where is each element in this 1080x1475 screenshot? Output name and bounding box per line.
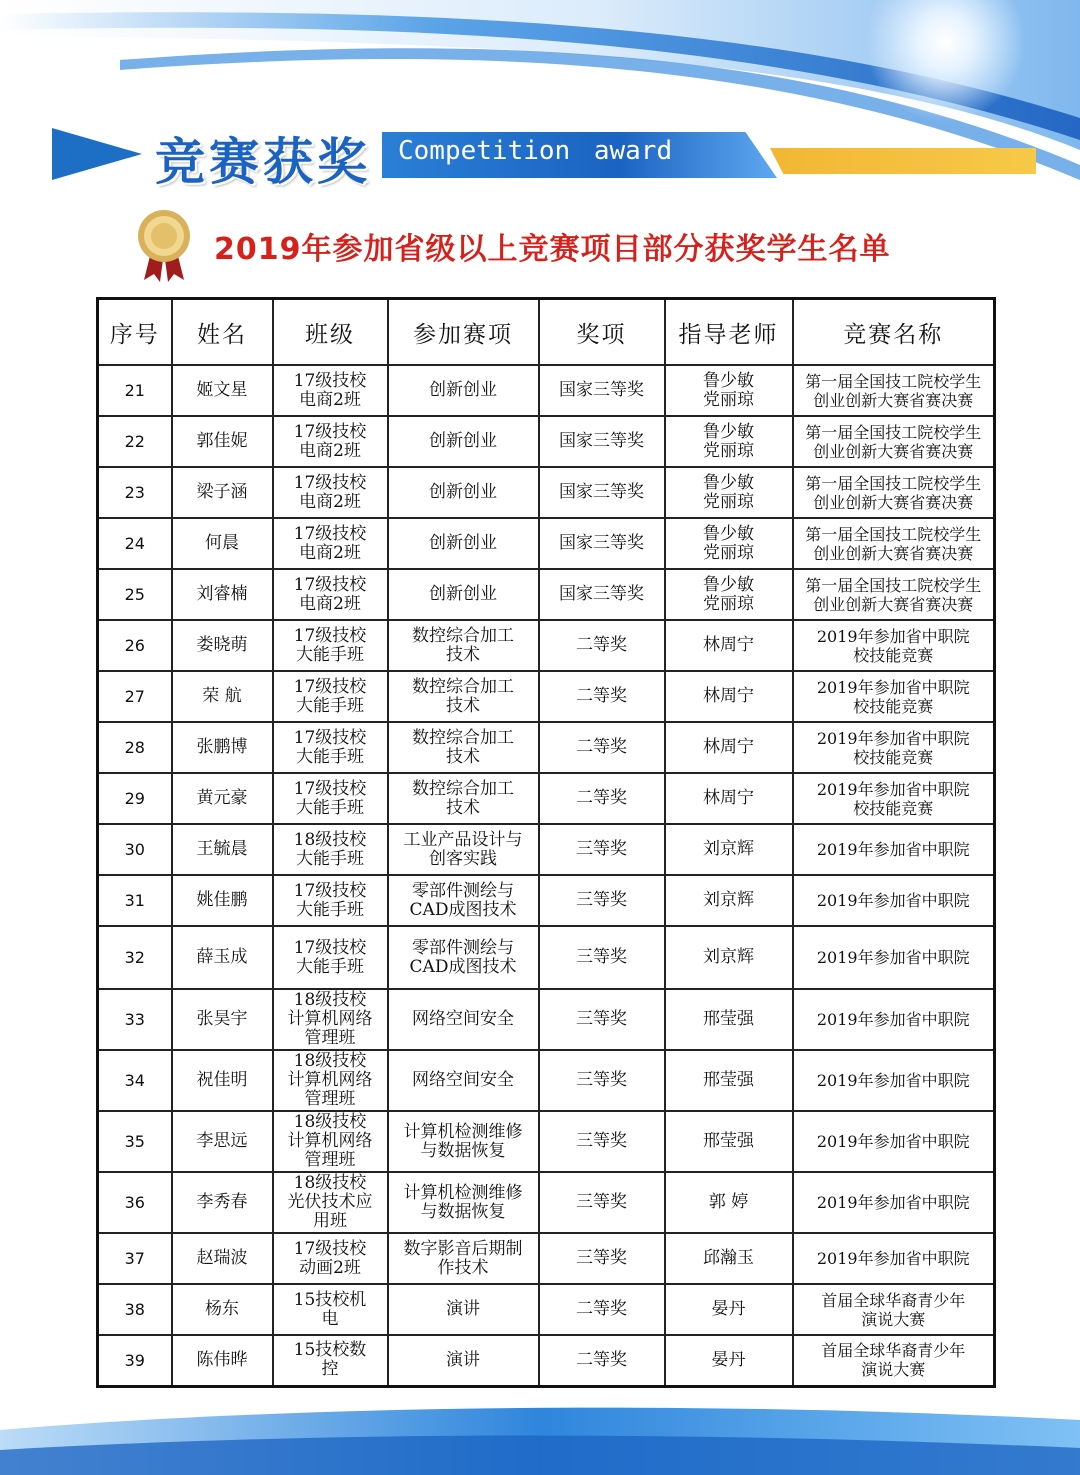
cell-name: 杨东 <box>172 1284 273 1335</box>
cell-index: 28 <box>98 722 172 773</box>
cell-teacher: 林周宁 <box>665 620 793 671</box>
cell-award: 二等奖 <box>539 620 665 671</box>
cell-teacher: 林周宁 <box>665 722 793 773</box>
cell-competition: 2019年参加省中职院 <box>793 926 995 989</box>
header-name: 姓名 <box>172 299 273 366</box>
cell-competition: 2019年参加省中职院 <box>793 1233 995 1284</box>
table-row <box>98 926 995 989</box>
table-row <box>98 824 995 875</box>
section-banner <box>0 118 1080 208</box>
table-row <box>98 875 995 926</box>
cell-class: 18级技校 计算机网络 管理班 <box>273 1111 388 1172</box>
cell-event: 创新创业 <box>388 569 539 620</box>
cell-competition: 2019年参加省中职院 校技能竞赛 <box>793 671 995 722</box>
cell-competition: 2019年参加省中职院 <box>793 1050 995 1111</box>
cell-competition: 2019年参加省中职院 <box>793 824 995 875</box>
cell-teacher: 晏丹 <box>665 1335 793 1386</box>
cell-event: 工业产品设计与 创客实践 <box>388 824 539 875</box>
cell-event: 数控综合加工 技术 <box>388 671 539 722</box>
banner-gold-stripe <box>770 148 1036 174</box>
cell-name: 李思远 <box>172 1111 273 1172</box>
cell-teacher: 邢莹强 <box>665 1050 793 1111</box>
header-index: 序号 <box>98 299 172 366</box>
cell-award: 国家三等奖 <box>539 365 665 416</box>
cell-name: 何晨 <box>172 518 273 569</box>
cell-event: 数控综合加工 技术 <box>388 620 539 671</box>
cell-index: 38 <box>98 1284 172 1335</box>
header-competition: 竞赛名称 <box>793 299 995 366</box>
cell-teacher: 鲁少敏 党丽琼 <box>665 569 793 620</box>
cell-class: 17级技校 大能手班 <box>273 722 388 773</box>
table-row <box>98 620 995 671</box>
document-title: 2019年参加省级以上竞赛项目部分获奖学生名单 <box>214 232 891 267</box>
cell-name: 陈伟晔 <box>172 1335 273 1386</box>
cell-award: 三等奖 <box>539 1050 665 1111</box>
banner-title-en: Competition award <box>398 136 673 166</box>
cell-teacher: 林周宁 <box>665 671 793 722</box>
cell-award: 二等奖 <box>539 671 665 722</box>
cell-teacher: 邢莹强 <box>665 1111 793 1172</box>
cell-event: 创新创业 <box>388 416 539 467</box>
table-row <box>98 1050 995 1111</box>
cell-index: 22 <box>98 416 172 467</box>
cell-teacher: 邱瀚玉 <box>665 1233 793 1284</box>
cell-name: 祝佳明 <box>172 1050 273 1111</box>
cell-award: 二等奖 <box>539 773 665 824</box>
cell-teacher: 刘京辉 <box>665 926 793 989</box>
cell-index: 25 <box>98 569 172 620</box>
cell-class: 17级技校 电商2班 <box>273 365 388 416</box>
cell-name: 薛玉成 <box>172 926 273 989</box>
cell-index: 37 <box>98 1233 172 1284</box>
cell-name: 刘睿楠 <box>172 569 273 620</box>
banner-title-cn: 竞赛获奖 <box>155 133 371 191</box>
cell-competition: 2019年参加省中职院 <box>793 989 995 1050</box>
cell-name: 荣 航 <box>172 671 273 722</box>
cell-teacher: 郭 婷 <box>665 1172 793 1233</box>
cell-name: 张鹏博 <box>172 722 273 773</box>
header-award: 奖项 <box>539 299 665 366</box>
cell-competition: 第一届全国技工院校学生 创业创新大赛省赛决赛 <box>793 467 995 518</box>
cell-award: 三等奖 <box>539 1233 665 1284</box>
cell-class: 18级技校 大能手班 <box>273 824 388 875</box>
cell-award: 国家三等奖 <box>539 569 665 620</box>
cell-teacher: 鲁少敏 党丽琼 <box>665 518 793 569</box>
cell-award: 二等奖 <box>539 1335 665 1386</box>
cell-event: 创新创业 <box>388 518 539 569</box>
cell-name: 李秀春 <box>172 1172 273 1233</box>
cell-index: 35 <box>98 1111 172 1172</box>
cell-index: 23 <box>98 467 172 518</box>
cell-class: 17级技校 动画2班 <box>273 1233 388 1284</box>
cell-index: 34 <box>98 1050 172 1111</box>
cell-competition: 第一届全国技工院校学生 创业创新大赛省赛决赛 <box>793 416 995 467</box>
cell-class: 17级技校 电商2班 <box>273 569 388 620</box>
cell-index: 21 <box>98 365 172 416</box>
cell-name: 梁子涵 <box>172 467 273 518</box>
cell-event: 计算机检测维修 与数据恢复 <box>388 1111 539 1172</box>
cell-competition: 第一届全国技工院校学生 创业创新大赛省赛决赛 <box>793 518 995 569</box>
cell-name: 郭佳妮 <box>172 416 273 467</box>
header-teacher: 指导老师 <box>665 299 793 366</box>
cell-competition: 首届全球华裔青少年 演说大赛 <box>793 1335 995 1386</box>
cell-event: 创新创业 <box>388 365 539 416</box>
table-row <box>98 1335 995 1386</box>
table-row <box>98 722 995 773</box>
cell-award: 国家三等奖 <box>539 467 665 518</box>
cell-event: 数字影音后期制 作技术 <box>388 1233 539 1284</box>
table-row <box>98 671 995 722</box>
cell-index: 36 <box>98 1172 172 1233</box>
cell-class: 18级技校 计算机网络 管理班 <box>273 989 388 1050</box>
cell-index: 27 <box>98 671 172 722</box>
cell-teacher: 鲁少敏 党丽琼 <box>665 365 793 416</box>
cell-award: 三等奖 <box>539 875 665 926</box>
cell-event: 零部件测绘与 CAD成图技术 <box>388 875 539 926</box>
cell-class: 17级技校 大能手班 <box>273 773 388 824</box>
cell-event: 演讲 <box>388 1335 539 1386</box>
cell-teacher: 晏丹 <box>665 1284 793 1335</box>
table-row <box>98 989 995 1050</box>
table-row <box>98 773 995 824</box>
cell-class: 17级技校 电商2班 <box>273 467 388 518</box>
table-row <box>98 1233 995 1284</box>
cell-teacher: 鲁少敏 党丽琼 <box>665 467 793 518</box>
table-row <box>98 1111 995 1172</box>
cell-class: 17级技校 大能手班 <box>273 875 388 926</box>
cell-competition: 第一届全国技工院校学生 创业创新大赛省赛决赛 <box>793 365 995 416</box>
table-row <box>98 1172 995 1233</box>
cell-name: 姚佳鹏 <box>172 875 273 926</box>
cell-index: 31 <box>98 875 172 926</box>
cell-award: 国家三等奖 <box>539 416 665 467</box>
cell-competition: 第一届全国技工院校学生 创业创新大赛省赛决赛 <box>793 569 995 620</box>
table-row <box>98 467 995 518</box>
table-row <box>98 569 995 620</box>
cell-class: 18级技校 光伏技术应 用班 <box>273 1172 388 1233</box>
cell-name: 张昊宇 <box>172 989 273 1050</box>
cell-competition: 2019年参加省中职院 <box>793 875 995 926</box>
cell-index: 33 <box>98 989 172 1050</box>
cell-class: 15技校机 电 <box>273 1284 388 1335</box>
cell-award: 三等奖 <box>539 824 665 875</box>
cell-event: 网络空间安全 <box>388 989 539 1050</box>
cell-competition: 2019年参加省中职院 <box>793 1111 995 1172</box>
cell-teacher: 林周宁 <box>665 773 793 824</box>
cell-class: 17级技校 电商2班 <box>273 518 388 569</box>
table-row <box>98 365 995 416</box>
cell-index: 30 <box>98 824 172 875</box>
cell-event: 演讲 <box>388 1284 539 1335</box>
cell-index: 24 <box>98 518 172 569</box>
cell-index: 26 <box>98 620 172 671</box>
cell-competition: 2019年参加省中职院 <box>793 1172 995 1233</box>
cell-event: 计算机检测维修 与数据恢复 <box>388 1172 539 1233</box>
cell-name: 赵瑞波 <box>172 1233 273 1284</box>
cell-class: 17级技校 大能手班 <box>273 926 388 989</box>
banner-arrow-icon <box>52 128 142 180</box>
cell-name: 黄元豪 <box>172 773 273 824</box>
cell-award: 三等奖 <box>539 926 665 989</box>
cell-award: 三等奖 <box>539 1111 665 1172</box>
table-row <box>98 518 995 569</box>
cell-teacher: 刘京辉 <box>665 875 793 926</box>
cell-teacher: 邢莹强 <box>665 989 793 1050</box>
cell-class: 17级技校 电商2班 <box>273 416 388 467</box>
header-class: 班级 <box>273 299 388 366</box>
table-row <box>98 1284 995 1335</box>
cell-teacher: 刘京辉 <box>665 824 793 875</box>
table-row <box>98 416 995 467</box>
header-event: 参加赛项 <box>388 299 539 366</box>
cell-competition: 2019年参加省中职院 校技能竞赛 <box>793 722 995 773</box>
cell-award: 二等奖 <box>539 1284 665 1335</box>
cell-index: 29 <box>98 773 172 824</box>
cell-class: 15技校数 控 <box>273 1335 388 1386</box>
cell-index: 32 <box>98 926 172 989</box>
cell-class: 17级技校 大能手班 <box>273 671 388 722</box>
cell-name: 娄晓萌 <box>172 620 273 671</box>
cell-name: 王毓晨 <box>172 824 273 875</box>
cell-event: 零部件测绘与 CAD成图技术 <box>388 926 539 989</box>
cell-award: 国家三等奖 <box>539 518 665 569</box>
medal-icon <box>134 208 194 282</box>
table-header-row <box>98 299 995 366</box>
cell-competition: 2019年参加省中职院 校技能竞赛 <box>793 620 995 671</box>
cell-event: 创新创业 <box>388 467 539 518</box>
cell-class: 18级技校 计算机网络 管理班 <box>273 1050 388 1111</box>
cell-teacher: 鲁少敏 党丽琼 <box>665 416 793 467</box>
cell-event: 数控综合加工 技术 <box>388 773 539 824</box>
cell-name: 姬文星 <box>172 365 273 416</box>
cell-competition: 首届全球华裔青少年 演说大赛 <box>793 1284 995 1335</box>
cell-award: 三等奖 <box>539 989 665 1050</box>
award-table <box>96 297 996 1388</box>
cell-event: 数控综合加工 技术 <box>388 722 539 773</box>
cell-event: 网络空间安全 <box>388 1050 539 1111</box>
cell-award: 二等奖 <box>539 722 665 773</box>
cell-award: 三等奖 <box>539 1172 665 1233</box>
cell-class: 17级技校 大能手班 <box>273 620 388 671</box>
cell-competition: 2019年参加省中职院 校技能竞赛 <box>793 773 995 824</box>
cell-index: 39 <box>98 1335 172 1386</box>
